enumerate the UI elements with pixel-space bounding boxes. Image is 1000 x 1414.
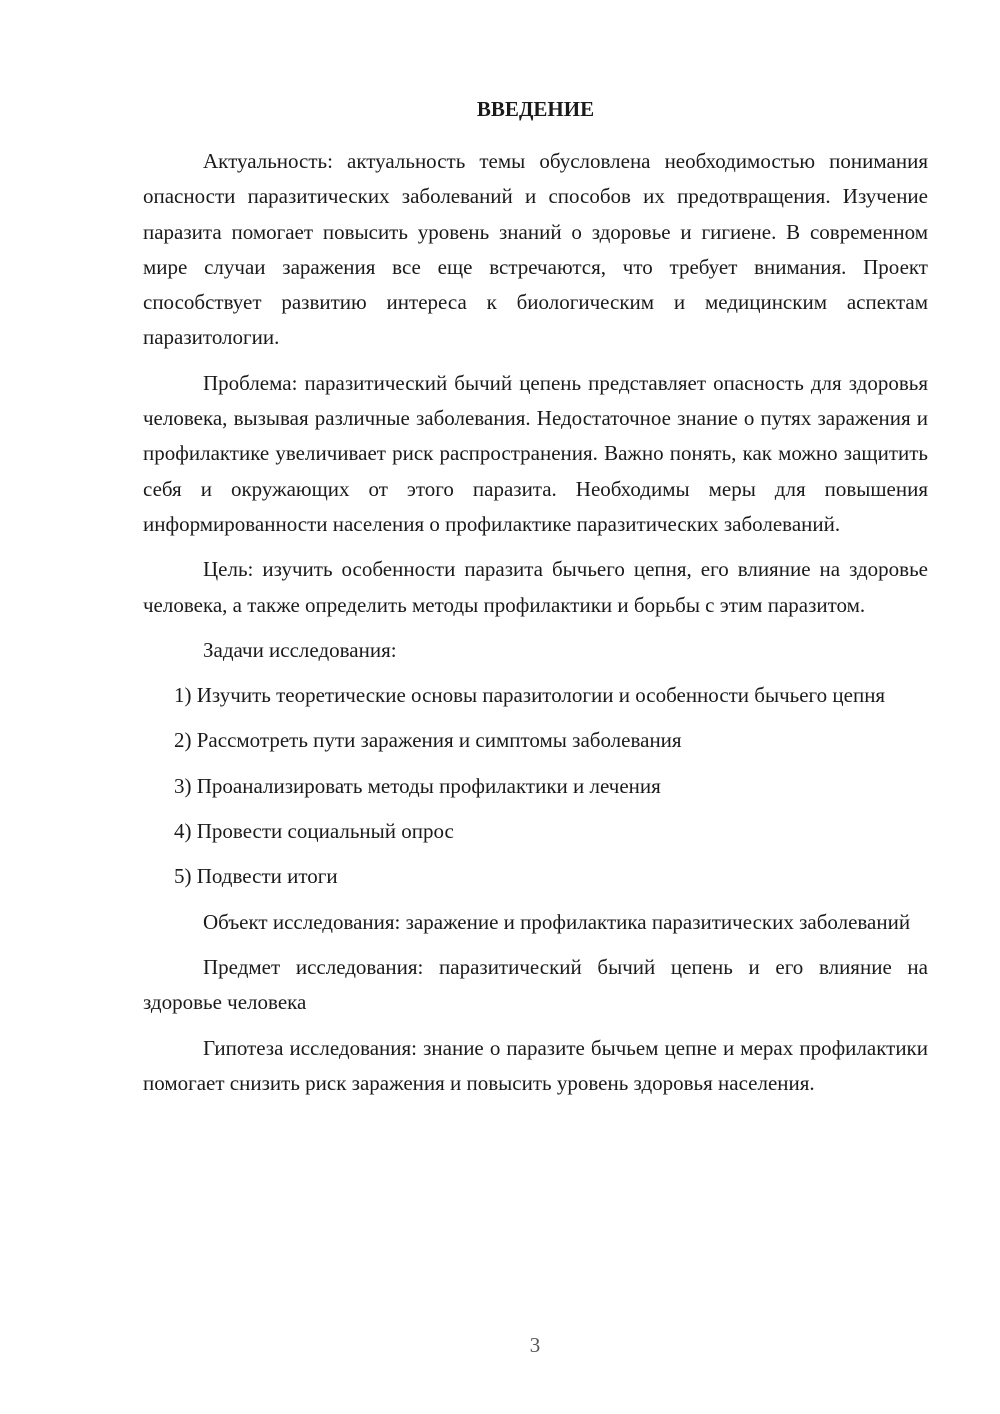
- goal-paragraph: Цель: изучить особенности паразита бычьего цепня, его влияние на здоровье человека, а также определить методы профилактики и борьбы с этим паразитом.: [143, 557, 928, 617]
- page-number: 3: [529, 1333, 541, 1357]
- problem-paragraph: Проблема: паразитический бычий цепень представляет опасность для здоровья человека, вызывая различные заболевания. Недостаточное знание о путях заражения и профилактике увеличивает риск распространения. Важно понять, как можно защитить себя и окружающих от этого паразита. Необходимы меры для повышения информированности населения о профилактике паразитических заболеваний.: [143, 370, 928, 536]
- task-item: 5) Подвести итоги: [174, 864, 338, 889]
- document-page: [143, 92, 928, 1111]
- hypothesis-paragraph: Гипотеза исследования: знание о паразите бычьем цепне и мерах профилактики помогает снизить риск заражения и повысить уровень здоровья населения.: [143, 1035, 928, 1095]
- relevance-paragraph: Актуальность: актуальность темы обусловлена необходимостью понимания опасности паразитических заболеваний и способов их предотвращения. Изучение паразита помогает повысить уровень знаний о здоровье и гигиене. В современном мире случаи заражения все еще встречаются, что требует внимания. Проект способствует развитию интереса к биологическим и медицинским аспектам паразитологии.: [143, 149, 928, 350]
- tasks-list: [143, 678, 928, 894]
- object-paragraph: Объект исследования: заражение и профилактика паразитических заболеваний: [203, 909, 911, 934]
- subject-paragraph: Предмет исследования: паразитический бычий цепень и его влияние на здоровье человека: [143, 954, 928, 1015]
- task-item: 1) Изучить теоретические основы паразитологии и особенности бычьего цепня: [174, 683, 886, 708]
- task-item: 4) Провести социальный опрос: [174, 819, 454, 844]
- task-item: 2) Рассмотреть пути заражения и симптомы заболевания: [174, 728, 682, 753]
- section-title: ВВЕДЕНИЕ: [476, 97, 595, 121]
- task-item: 3) Проанализировать методы профилактики и лечения: [174, 773, 661, 798]
- tasks-heading: Задачи исследования:: [203, 637, 397, 662]
